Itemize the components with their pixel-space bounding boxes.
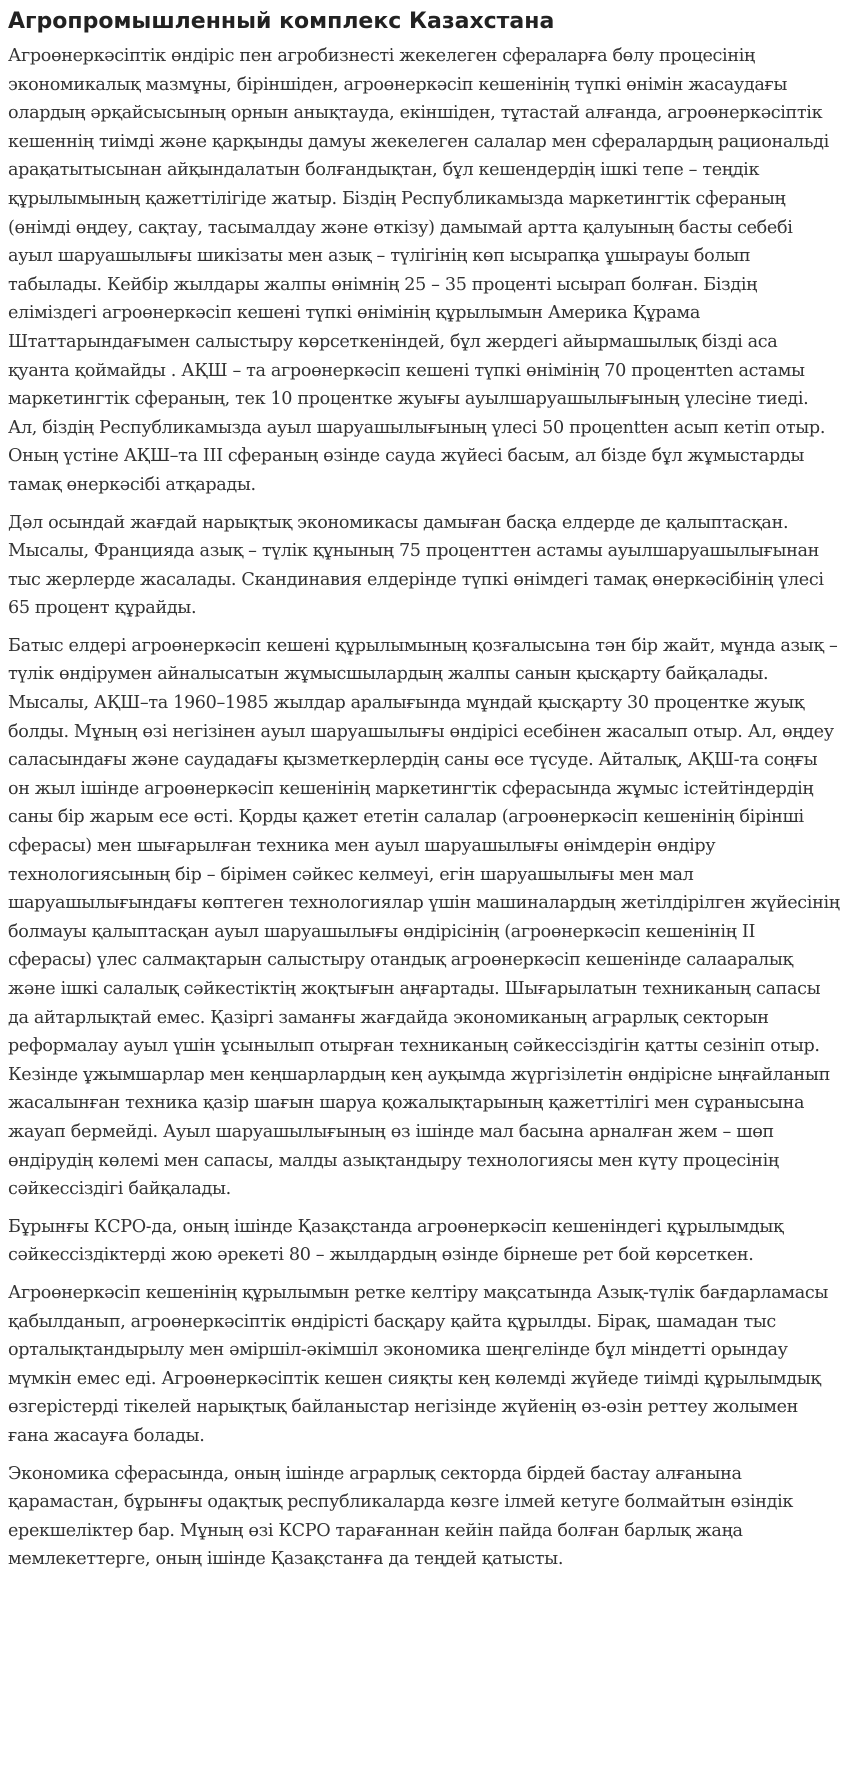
- article-paragraph: Бұрынғы КСРО-да, оның ішінде Қазақстанда агроөнеркәсіп кешеніндегі құрылымдық сәйкессіздіктерді жою әрекеті 80 – жылдардың өзінде бірнеше рет бой көрсеткен.: [8, 1216, 784, 1266]
- article-paragraph: Дәл осындай жағдай нарықтық экономикасы дамыған басқа елдерде де қалыптасқан. Мысалы, Францияда азық – түлік құнының 75 проценттен астамы ауылшаруашылығынан тыс жерлерде жасалады. Скандинавия елдерінде түпкі өнімдегі тамақ өнеркәсібінің үлесі 65 процент құрайды.: [8, 512, 824, 619]
- article-paragraph: Батыс елдері агроөнеркәсіп кешені құрылымының қозғалысына тән бір жайт, мұнда азық – түлік өндірумен айналысатын жұмысшылардың жалпы санын қысқарту байқалады. Мысалы, АҚШ–та 1960–1985 жылдар аралығында мұндай қысқарту 30 процентке жуық болды. Мұның өзі негізінен ауыл шаруашылығы өндірісі есебінен жасалып отыр. Ал, өңдеу саласындағы және саудадағы қызметкерлердің саны өсе түсуде. Айталық, АҚШ-та соңғы он жыл ішінде агроөнеркәсіп кешенінің маркетингтік сферасында жұмыс істейтіндердің саны бір жарым есе өсті. Қорды қажет ететін салалар (агроөнеркәсіп кешенінің бірінші сферасы) мен шығарылған техника мен ауыл шаруашылығы өнімдерін өндіру технологиясының бір – бірімен сәйкес келмеуі, егін шаруашылығы мен мал шаруашылығындағы көптеген технологиялар үшін машиналардың жетілдірілген жүйесінің болмауы қалыптасқан ауыл шаруашылығы өндірісінің (агроөнеркәсіп кешенінің ІІ сферасы) үлес салмақтарын салыстыру отандық агроөнеркәсіп кешенінде салааралық және ішкі салалық сәйкестіктің жоқтығын аңғартады. Шығарылатын техниканың сапасы да айтарлықтай емес. Қазіргі заманғы жағдайда экономиканың аграрлық секторын реформалау ауыл үшін ұсынылып отырған техниканың сәйкессіздігін қатты сезініп отыр. Кезінде ұжымшарлар мен кеңшарлардың кең ауқымда жүргізілетін өндірісне ыңғайланып жасалынған техника қазір шағын шаруа қожалықтарының қажеттілігі мен сұранысына жауап бермейді. Ауыл шаруашылығының өз ішінде мал басына арналған жем – шөп өндірудің көлемі мен сапасы, малды азықтандыру технологиясы мен күту процесінің сәйкессіздігі байқалады.: [8, 635, 840, 1200]
- article: [8, 0, 840, 1583]
- article-paragraph: Экономика сферасында, оның ішінде аграрлық секторда бірдей бастау алғанына қарамастан, бұрынғы одақтық республикаларда көзге ілмей кетуге болмайтын өзіндік ерекшеліктер бар. Мұның өзі КСРО тарағаннан кейін пайда болған барлық жаңа мемлекеттерге, оның ішінде Қазақстанға да теңдей қатысты.: [8, 1463, 794, 1570]
- article-title: Агропромышленный комплекс Казахстана: [8, 9, 555, 34]
- article-paragraph: Агроөнеркәсіптік өндіріс пен агробизнесті жекелеген сфераларға бөлу процесінің экономикалық мазмұны, біріншіден, агроөнеркәсіп кешенінің түпкі өнімін жасаудағы олардың әрқайсысының орнын анықтауда, екіншіден, тұтастай алғанда, агроөнеркәсіптік кешеннің тиімді және қарқынды дамуы жекелеген салалар мен сфералардың рациональді арақатытысынан айқындалатын болғандықтан, бұл кешендердің ішкі тепе – теңдік құрылымының қажеттілігіде жатыр. Біздің Республикамызда маркетингтік сфераның (өнімді өңдеу, сақтау, тасымалдау және өткізу) дамымай артта қалуының басты себебі ауыл шаруашылығы шикізаты мен азық – түлігінің көп ысырапқа ұшырауы болып табылады. Кейбір жылдары жалпы өнімнің 25 – 35 проценті ысырап болған. Біздің еліміздегі агроөнеркәсіп кешені түпкі өнімінің құрылымын Америка Құрама Штаттарындағымен салыстыру көрсеткеніндей, бұл жердегі айырмашылық бізді аса қуанта қоймайды . АҚШ – та агроөнеркәсіп кешені түпкі өнімінің 70 процентten астамы маркетингтік сфераның, тек 10 процентке жуығы ауылшаруашылығының үлесіне тиеді. Ал, біздің Республикамызда ауыл шаруашылығының үлесі 50 процenttен асып кетіп отыр. Оның үстіне АҚШ–та ІІІ сфераның өзінде сауда жүйесі басым, ал бізде бұл жұмыстарды тамақ өнеркәсібі атқарады.: [8, 46, 829, 495]
- article-paragraph: Агроөнеркәсіп кешенінің құрылымын ретке келтіру мақсатында Азық-түлік бағдарламасы қабылданып, агроөнеркәсіптік өндірісті басқару қайта құрылды. Бірақ, шамадан тыс орталықтандырылу мен әміршіл-әкімшіл экономика шеңгелінде бұл міндетті орындау мүмкін емес еді. Агроөнеркәсіптік кешен сияқты кең көлемді жүйеде тиімді құрылымдық өзгерістерді тікелей нарықтық байланыстар негізінде жүйенің өз-өзін реттеу жолымен ғана жасауға болады.: [8, 1282, 828, 1446]
